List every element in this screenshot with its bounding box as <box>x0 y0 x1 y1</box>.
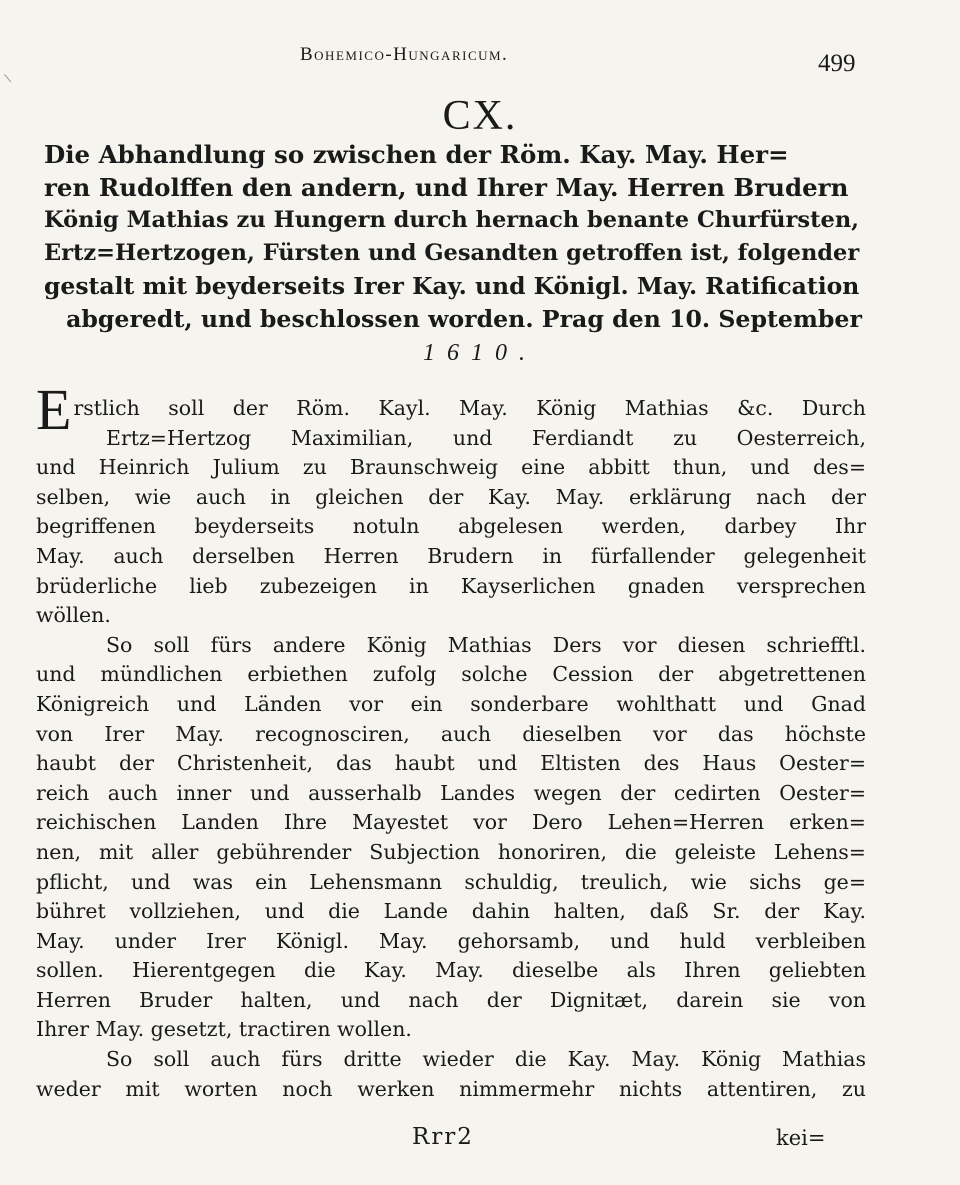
page-footer <box>0 1124 960 1158</box>
heading-year: 1610. <box>423 340 537 366</box>
body-line: von Irer May. recognosciren, auch dieselben vor das höchste <box>36 721 866 746</box>
catchword: kei= <box>776 1126 826 1150</box>
body-text <box>36 377 866 1104</box>
body-line: und mündlichen erbiethen zufolg solche Cession der abgetrettenen <box>36 662 866 687</box>
body-line: Königreich und Länden vor ein sonderbare wohlthatt und Gnad <box>36 691 866 716</box>
body-line: Ihrer May. gesetzt, tractiren wollen. <box>36 1017 412 1042</box>
running-title: Bohemico-Hungaricum. <box>300 44 509 65</box>
body-line: Herren Bruder halten, und nach der Dignitæt, darein sie von <box>36 987 866 1012</box>
body-line: und Heinrich Julium zu Braunschweig eine abbitt thun, und des= <box>36 455 866 480</box>
body-line: So soll auch fürs dritte wieder die Kay. May. König Mathias <box>106 1047 866 1072</box>
body-line: Ertz=Hertzog Maximilian, und Ferdiandt zu Oesterreich, <box>106 425 866 450</box>
drop-cap: E <box>36 377 72 442</box>
body-line: begriffenen beyderseits notuln abgelesen werden, darbey Ihr <box>36 514 866 539</box>
body-line: May. under Irer Königl. May. gehorsamb, und huld verbleiben <box>36 928 866 953</box>
heading-line: Die Abhandlung so zwischen der Röm. Kay. May. Her= <box>44 140 789 169</box>
body-line: brüderliche lieb zubezeigen in Kayserlichen gnaden versprechen <box>36 573 866 598</box>
body-line: haubt der Christenheit, das haubt und Eltisten des Haus Oester= <box>36 751 866 776</box>
body-line: wöllen. <box>36 603 111 628</box>
body-line: weder mit worten noch werken nimmermehr nichts attentiren, zu <box>36 1076 866 1101</box>
document-heading <box>44 138 864 336</box>
heading-line: Ertz=Hertzogen, Fürsten und Gesandten getroffen ist, folgender <box>44 240 860 266</box>
body-line: May. auch derselben Herren Brudern in fürfallender gelegenheit <box>36 543 866 568</box>
running-head <box>0 44 960 77</box>
page-number: 499 <box>818 50 856 77</box>
heading-line: abgeredt, und beschlossen worden. Prag den 10. September <box>66 305 862 333</box>
body-line: pflicht, und was ein Lehensmann schuldig, treulich, wie sichs ge= <box>36 869 866 894</box>
heading-line: ren Rudolffen den andern, und Ihrer May. Herren Brudern <box>44 173 849 202</box>
chapter-number: CX. <box>442 93 518 139</box>
heading-line: König Mathias zu Hungern durch hernach benante Churfürsten, <box>44 207 860 233</box>
signature-mark: Rrr2 <box>412 1124 474 1150</box>
body-line: reichischen Landen Ihre Mayestet vor Dero Lehen=Herren erken= <box>36 810 866 835</box>
body-line: reich auch inner und ausserhalb Landes wegen der cedirten Oester= <box>36 780 866 805</box>
body-line: nen, mit aller gebührender Subjection honoriren, die geleiste Lehens= <box>36 839 866 864</box>
body-line: So soll fürs andere König Mathias Ders vor diesen schriefftl. <box>106 632 866 657</box>
body-line: sollen. Hierentgegen die Kay. May. dieselbe als Ihren geliebten <box>36 958 866 983</box>
heading-line: gestalt mit beyderseits Irer Kay. und Königl. May. Ratification <box>44 272 860 300</box>
body-line: bühret vollziehen, und die Lande dahin halten, daß Sr. der Kay. <box>36 899 866 924</box>
body-line-text: rstlich soll der Röm. Kayl. May. König Mathias &c. Durch <box>73 396 866 420</box>
body-line: selben, wie auch in gleichen der Kay. May. erklärung nach der <box>36 484 866 509</box>
